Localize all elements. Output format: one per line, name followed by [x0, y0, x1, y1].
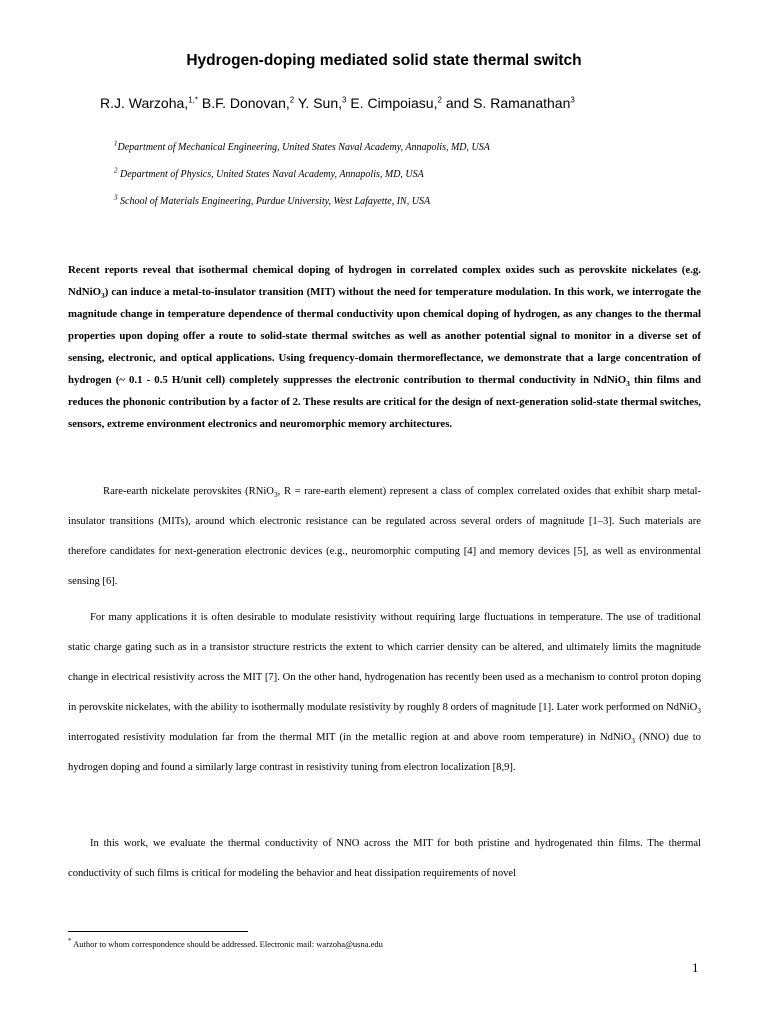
author-affiliation-mark: 3: [570, 95, 575, 105]
paragraph-text: Rare-earth nickelate perovskites (RNiO: [103, 486, 274, 497]
page-number: 1: [692, 960, 699, 975]
author-list: [100, 95, 720, 111]
subscript: 3: [626, 379, 630, 389]
affiliation: [114, 139, 734, 153]
author-name: R.J. Warzoha,: [100, 95, 189, 111]
author-name: B.F. Donovan,: [197, 95, 290, 111]
paragraph-text: For many applications it is often desirable to modulate resistivity without requiring large fluctuations in temperature. The use of traditional static charge gating such as in a transistor structure restricts the extent to which carrier density can be altered, and ultimately limits the magnitude change in electrical resistivity across the MIT [7]. On the other hand, hydrogenation has recently been used as a mechanism to control proton doping in perovskite nickelates, with the ability to isothermally modulate resistivity by roughly 8 orders of magnitude [1]. Later work performed on NdNiO: [68, 612, 701, 713]
affiliation-text: School of Materials Engineering, Purdue University, West Lafayette, IN, USA: [117, 196, 431, 207]
footnote-divider: [68, 931, 248, 932]
subscript: 3: [273, 490, 278, 500]
author-name: E. Cimpoiasu,: [346, 95, 438, 111]
author-name: and S. Ramanathan: [441, 95, 571, 111]
author-affiliation-mark: 1,*: [188, 95, 198, 105]
paragraph-text: (NNO) due to hydrogen doping and found a similarly large contrast in resistivity tuning from electron localization [8,9].: [68, 732, 701, 773]
author-affiliation-mark: 2: [437, 95, 442, 105]
affiliation-mark: 2: [114, 166, 118, 175]
affiliation-text: Department of Mechanical Engineering, United States Naval Academy, Annapolis, MD, USA: [117, 142, 490, 153]
body-paragraph-3: [68, 829, 701, 889]
footnote: [68, 939, 701, 949]
affiliation-mark: 1: [114, 139, 118, 148]
body-paragraph-2: [68, 603, 701, 783]
abstract-text: thin films and reduces the phononic contribution by a factor of 2. These results are critical for the design of next-generation solid-state thermal switches, sensors, extreme environment electronics and neuromorphic memory architectures.: [68, 374, 702, 430]
author-affiliation-mark: 2: [289, 95, 295, 105]
author-affiliation-mark: 3: [342, 95, 347, 105]
subscript: 3: [697, 706, 701, 716]
footnote-mark: *: [68, 937, 72, 946]
abstract: [68, 259, 701, 435]
affiliation: [114, 166, 734, 180]
paper-title: Hydrogen-doping mediated solid state thermal switch: [186, 52, 582, 69]
affiliation-mark: 3: [114, 193, 118, 202]
subscript: 3: [101, 291, 105, 301]
abstract-text: Recent reports reveal that isothermal chemical doping of hydrogen in correlated complex oxides such as perovskite nickelates (e.g. NdNiO: [68, 264, 701, 298]
body-paragraph-1: [68, 477, 701, 597]
footnote-text: Author to whom correspondence should be addressed. Electronic mail: warzoha@usna.edu: [71, 939, 383, 949]
abstract-text: ) can induce a metal-to-insulator transition (MIT) without the need for temperature modulation. In this work, we interrogate the magnitude change in temperature dependence of thermal conductivity upon chemical doping of hydrogen, as any changes to the thermal properties upon doping offer a route to solid-state thermal switches as well as another potential signal to monitor in a diverse set of sensing, electronic, and optical applications. Using frequency-domain thermoreflectance, we demonstrate that a large concentration of hydrogen (~ 0.1 - 0.5 H/unit cell) completely suppresses the electronic contribution to thermal conductivity in NdNiO: [68, 286, 701, 386]
paragraph-text: In this work, we evaluate the thermal conductivity of NNO across the MIT for both pristine and hydrogenated thin films. The thermal conductivity of such films is critical for modeling the behavior and heat dissipation requirements of novel: [68, 838, 701, 879]
subscript: 3: [631, 736, 635, 746]
affiliation-text: Department of Physics, United States Naval Academy, Annapolis, MD, USA: [117, 169, 424, 180]
paragraph-text: , R = rare-earth element) represent a class of complex correlated oxides that exhibit sharp metal-insulator transitions (MITs), around which electronic resistance can be regulated across several orders of magnitude [1–3]. Such materials are therefore candidates for next-generation electronic devices (e.g., neuromorphic computing [4] and memory devices [5], as well as environmental sensing [6].: [68, 486, 701, 587]
author-name: Y. Sun,: [294, 95, 342, 111]
paragraph-text: interrogated resistivity modulation far from the thermal MIT (in the metallic region at and above room temperature) in NdNiO: [68, 732, 632, 743]
affiliation: [114, 193, 734, 207]
